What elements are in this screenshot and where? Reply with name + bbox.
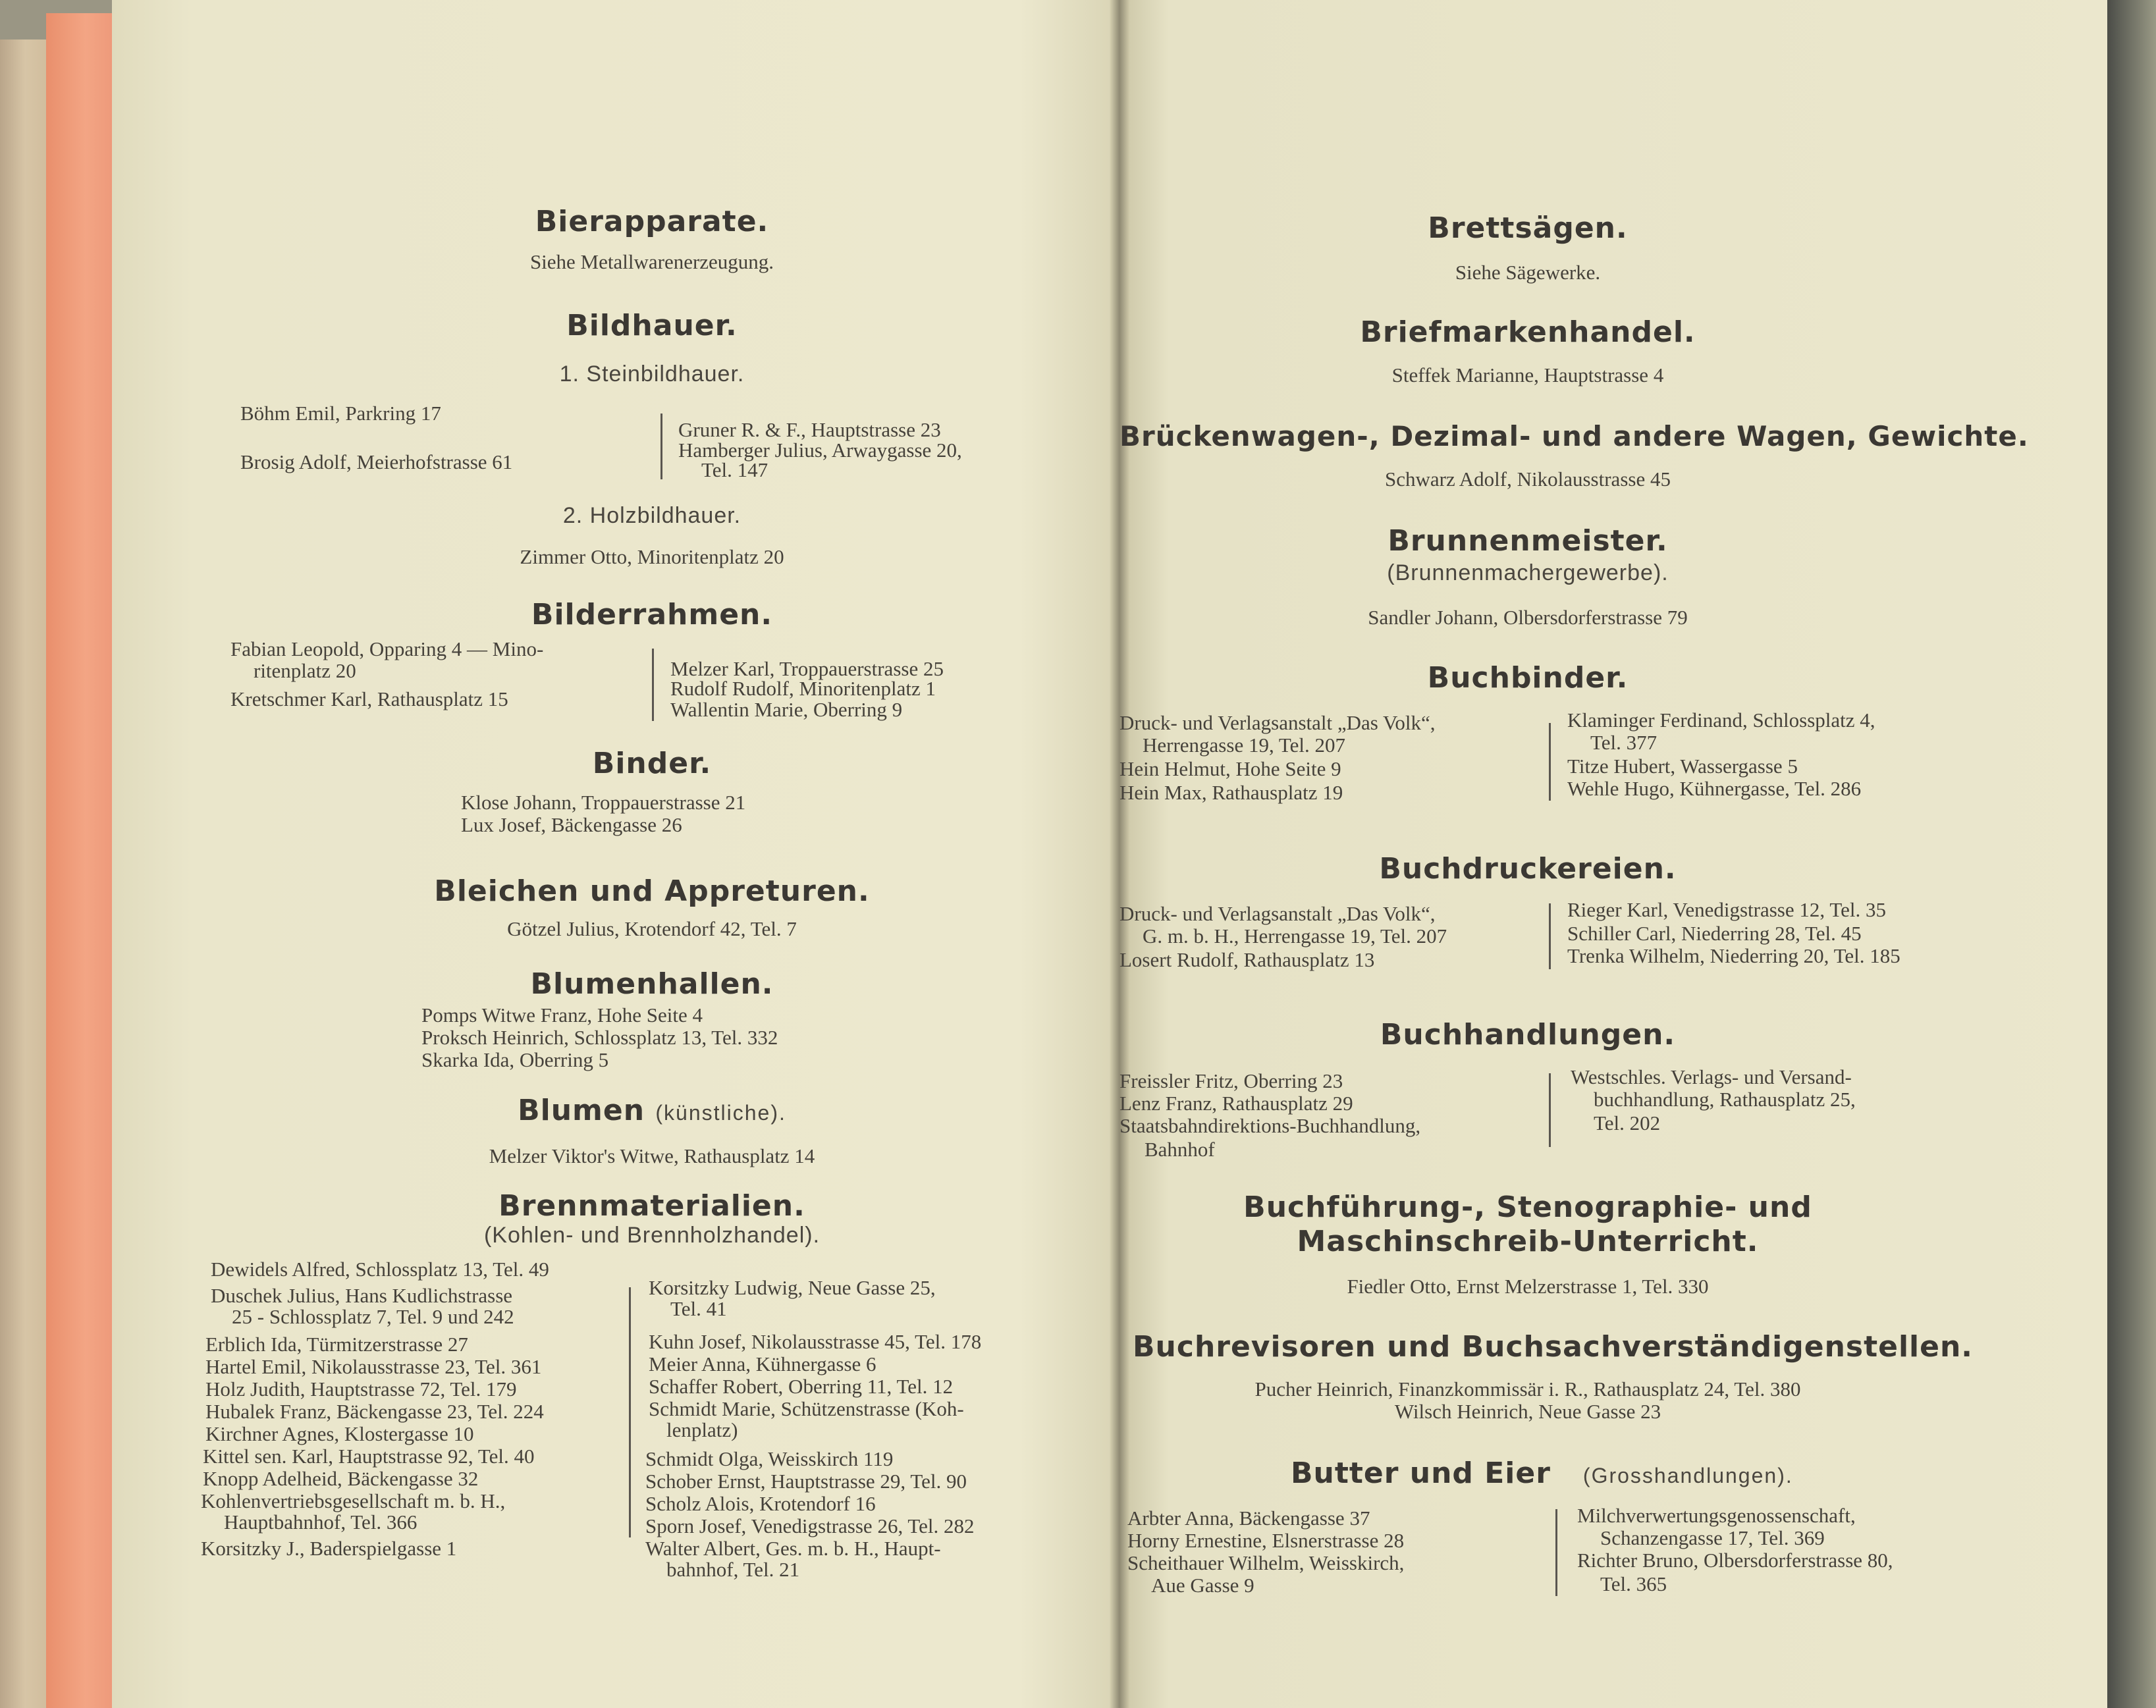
- entry: Scheithauer Wilhelm, Weisskirch,: [1127, 1551, 1405, 1574]
- book-gutter: [1110, 0, 1129, 1708]
- background: [2101, 0, 2156, 1708]
- entry: Losert Rudolf, Rathausplatz 13: [1119, 948, 1375, 971]
- entry: Brosig Adolf, Meierhofstrasse 61: [240, 450, 513, 473]
- entry: Wilsch Heinrich, Neue Gasse 23: [1394, 1400, 1661, 1423]
- heading-butter-eier: [1291, 1456, 1818, 1490]
- heading-blumenhallen: Blumenhallen.: [530, 967, 774, 1001]
- entry: Melzer Karl, Troppauerstrasse 25: [670, 657, 944, 680]
- entry: Hartel Emil, Nikolausstrasse 23, Tel. 361: [205, 1355, 542, 1378]
- entry: Tel. 41: [670, 1297, 727, 1320]
- entry: Schiller Carl, Niederring 28, Tel. 45: [1567, 922, 1862, 945]
- heading-buchfuehrung: Buchführung-, Stenographie- und: [1243, 1190, 1812, 1224]
- entry: Rudolf Rudolf, Minoritenplatz 1: [670, 677, 936, 700]
- entry: Trenka Wilhelm, Niederring 20, Tel. 185: [1567, 944, 1900, 967]
- entry: Gruner R. & F., Hauptstrasse 23: [678, 418, 941, 441]
- entry: Scholz Alois, Krotendorf 16: [645, 1492, 876, 1515]
- entry: Wallentin Marie, Oberring 9: [670, 698, 903, 721]
- entry: Proksch Heinrich, Schlossplatz 13, Tel. 332: [421, 1026, 778, 1049]
- heading-blumen: [421, 1096, 882, 1125]
- entry: Klaminger Ferdinand, Schlossplatz 4,: [1567, 708, 1875, 732]
- heading-maschinschreib: Maschinschreib-Unterricht.: [1297, 1225, 1759, 1258]
- entry: Titze Hubert, Wassergasse 5: [1567, 755, 1798, 778]
- heading-butter-eier-paren: (Grosshandlungen).: [1582, 1464, 1793, 1487]
- heading-bierapparate: Bierapparate.: [535, 205, 769, 238]
- column-divider: [1549, 903, 1551, 969]
- entry: Korsitzky J., Baderspielgasse 1: [201, 1537, 457, 1560]
- sub-steinbildhauer: 1. Steinbildhauer.: [559, 361, 745, 387]
- column-divider: [652, 649, 654, 721]
- entry: Staatsbahndirektions-Buchhandlung,: [1119, 1114, 1421, 1137]
- heading-buchrevisoren: Buchrevisoren und Buchsachverständigenstellen.: [1133, 1330, 1974, 1364]
- entry: Schober Ernst, Hauptstrasse 29, Tel. 90: [645, 1470, 967, 1493]
- heading-blumen-paren: (künstliche).: [655, 1101, 786, 1125]
- entry: lenplatz): [666, 1418, 738, 1441]
- entry: Arbter Anna, Bäckengasse 37: [1127, 1507, 1370, 1530]
- entry: Dewidels Alfred, Schlossplatz 13, Tel. 49: [211, 1258, 549, 1281]
- column-divider: [1555, 1509, 1557, 1596]
- heading-brennmaterialien: Brennmaterialien.: [499, 1189, 805, 1223]
- entry: Lenz Franz, Rathausplatz 29: [1119, 1092, 1353, 1115]
- entry: Hamberger Julius, Arwaygasse 20,: [678, 439, 962, 462]
- heading-brunnenmeister: Brunnenmeister.: [1388, 524, 1668, 558]
- entry: Tel. 147: [701, 458, 768, 481]
- heading-brettsaegen: Brettsägen.: [1428, 211, 1628, 245]
- entry: Pucher Heinrich, Finanzkommissär i. R., Rathausplatz 24, Tel. 380: [1254, 1377, 1801, 1401]
- entry: Meier Anna, Kühnergasse 6: [649, 1352, 876, 1375]
- entry: Westschles. Verlags- und Versand-: [1571, 1065, 1852, 1088]
- entry: Götzel Julius, Krotendorf 42, Tel. 7: [507, 917, 797, 940]
- entry: Wehle Hugo, Kühnergasse, Tel. 286: [1567, 777, 1862, 800]
- entry: Tel. 377: [1590, 731, 1657, 754]
- heading-briefmarkenhandel: Briefmarkenhandel.: [1360, 315, 1696, 349]
- entry: Steffek Marianne, Hauptstrasse 4: [1391, 363, 1664, 387]
- entry: Lux Josef, Bäckengasse 26: [461, 813, 682, 836]
- entry: Kuhn Josef, Nikolausstrasse 45, Tel. 178: [649, 1330, 982, 1353]
- entry: Schaffer Robert, Oberring 11, Tel. 12: [649, 1375, 954, 1398]
- entry: buchhandlung, Rathausplatz 25,: [1594, 1088, 1856, 1111]
- entry: Knopp Adelheid, Bäckengasse 32: [203, 1467, 479, 1490]
- entry: Walter Albert, Ges. m. b. H., Haupt-: [645, 1537, 941, 1560]
- entry: Duschek Julius, Hans Kudlichstrasse: [211, 1284, 513, 1307]
- page-edge-stack: [46, 13, 112, 1708]
- entry: Druck- und Verlagsanstalt „Das Volk“,: [1119, 711, 1436, 734]
- entry: Horny Ernestine, Elsnerstrasse 28: [1127, 1529, 1405, 1552]
- entry: Sporn Josef, Venedigstrasse 26, Tel. 282: [645, 1514, 975, 1537]
- entry: Aue Gasse 9: [1151, 1574, 1254, 1597]
- entry: Druck- und Verlagsanstalt „Das Volk“,: [1119, 902, 1436, 925]
- entry: ritenplatz 20: [254, 659, 356, 682]
- column-divider: [660, 414, 662, 479]
- entry: Rieger Karl, Venedigstrasse 12, Tel. 35: [1567, 898, 1886, 921]
- entry: Hein Helmut, Hohe Seite 9: [1119, 757, 1341, 780]
- heading-buchbinder: Buchbinder.: [1427, 661, 1629, 695]
- entry: G. m. b. H., Herrengasse 19, Tel. 207: [1143, 924, 1447, 947]
- entry: Schmidt Marie, Schützenstrasse (Koh-: [649, 1397, 964, 1420]
- entry: Korsitzky Ludwig, Neue Gasse 25,: [649, 1276, 936, 1299]
- entry: Schmidt Olga, Weisskirch 119: [645, 1447, 894, 1470]
- entry: Zimmer Otto, Minoritenplatz 20: [520, 545, 784, 568]
- heading-binder: Binder.: [592, 747, 712, 780]
- entry: Tel. 202: [1594, 1111, 1661, 1134]
- sub-kohlenhandel: (Kohlen- und Brennholzhandel).: [483, 1223, 821, 1248]
- entry: Herrengasse 19, Tel. 207: [1143, 734, 1346, 757]
- column-divider: [1549, 1073, 1551, 1147]
- sub-brunnenmachergewerbe: (Brunnenmachergewerbe).: [1387, 560, 1669, 585]
- column-divider: [629, 1287, 631, 1537]
- entry: Pomps Witwe Franz, Hohe Seite 4: [421, 1003, 703, 1027]
- entry: Hein Max, Rathausplatz 19: [1119, 781, 1343, 804]
- entry: Hubalek Franz, Bäckengasse 23, Tel. 224: [205, 1400, 544, 1423]
- column-divider: [1549, 723, 1551, 801]
- heading-blumen-text: Blumen: [518, 1094, 645, 1127]
- sub-holzbildhauer: 2. Holzbildhauer.: [562, 503, 741, 528]
- entry: Hauptbahnhof, Tel. 366: [224, 1510, 418, 1534]
- ref-brettsaegen: Siehe Sägewerke.: [1455, 261, 1601, 284]
- entry: Kirchner Agnes, Klostergasse 10: [205, 1422, 474, 1445]
- entry: Schanzengasse 17, Tel. 369: [1600, 1526, 1825, 1549]
- entry: Schwarz Adolf, Nikolausstrasse 45: [1385, 467, 1671, 491]
- entry: bahnhof, Tel. 21: [666, 1558, 800, 1581]
- entry: Holz Judith, Hauptstrasse 72, Tel. 179: [205, 1377, 517, 1401]
- entry: Bahnhof: [1145, 1138, 1215, 1161]
- heading-buchdruckereien: Buchdruckereien.: [1379, 852, 1677, 886]
- entry: Kohlenvertriebsgesellschaft m. b. H.,: [201, 1489, 506, 1512]
- heading-bildhauer: Bildhauer.: [566, 309, 738, 342]
- entry: Richter Bruno, Olbersdorferstrasse 80,: [1577, 1549, 1893, 1572]
- entry: Sandler Johann, Olbersdorferstrasse 79: [1368, 606, 1688, 629]
- entry: Böhm Emil, Parkring 17: [240, 402, 441, 425]
- entry: 25 - Schlossplatz 7, Tel. 9 und 242: [232, 1305, 514, 1328]
- entry: Fabian Leopold, Opparing 4 — Mino-: [230, 637, 544, 660]
- entry: Kittel sen. Karl, Hauptstrasse 92, Tel. 40: [203, 1445, 535, 1468]
- entry: Erblich Ida, Türmitzerstrasse 27: [205, 1333, 468, 1356]
- entry: Klose Johann, Troppauerstrasse 21: [461, 791, 746, 814]
- entry: Tel. 365: [1600, 1572, 1667, 1595]
- entry: Fiedler Otto, Ernst Melzerstrasse 1, Tel. 330: [1347, 1275, 1709, 1298]
- ref-bierapparate: Siehe Metallwarenerzeugung.: [529, 250, 774, 273]
- entry: Milchverwertungsgenossenschaft,: [1577, 1504, 1856, 1527]
- heading-brueckenwagen: Brückenwagen-, Dezimal- und andere Wagen, Gewichte.: [1119, 420, 2029, 452]
- entry: Melzer Viktor's Witwe, Rathausplatz 14: [489, 1144, 815, 1167]
- entry: Kretschmer Karl, Rathausplatz 15: [230, 687, 508, 710]
- heading-bilderrahmen: Bilderrahmen.: [531, 598, 773, 631]
- entry: Skarka Ida, Oberring 5: [421, 1048, 609, 1071]
- entry: Freissler Fritz, Oberring 23: [1119, 1069, 1343, 1092]
- heading-buchhandlungen: Buchhandlungen.: [1380, 1018, 1676, 1052]
- heading-bleichen: Bleichen und Appreturen.: [434, 874, 870, 908]
- heading-butter-eier-text: Butter und Eier: [1291, 1456, 1551, 1490]
